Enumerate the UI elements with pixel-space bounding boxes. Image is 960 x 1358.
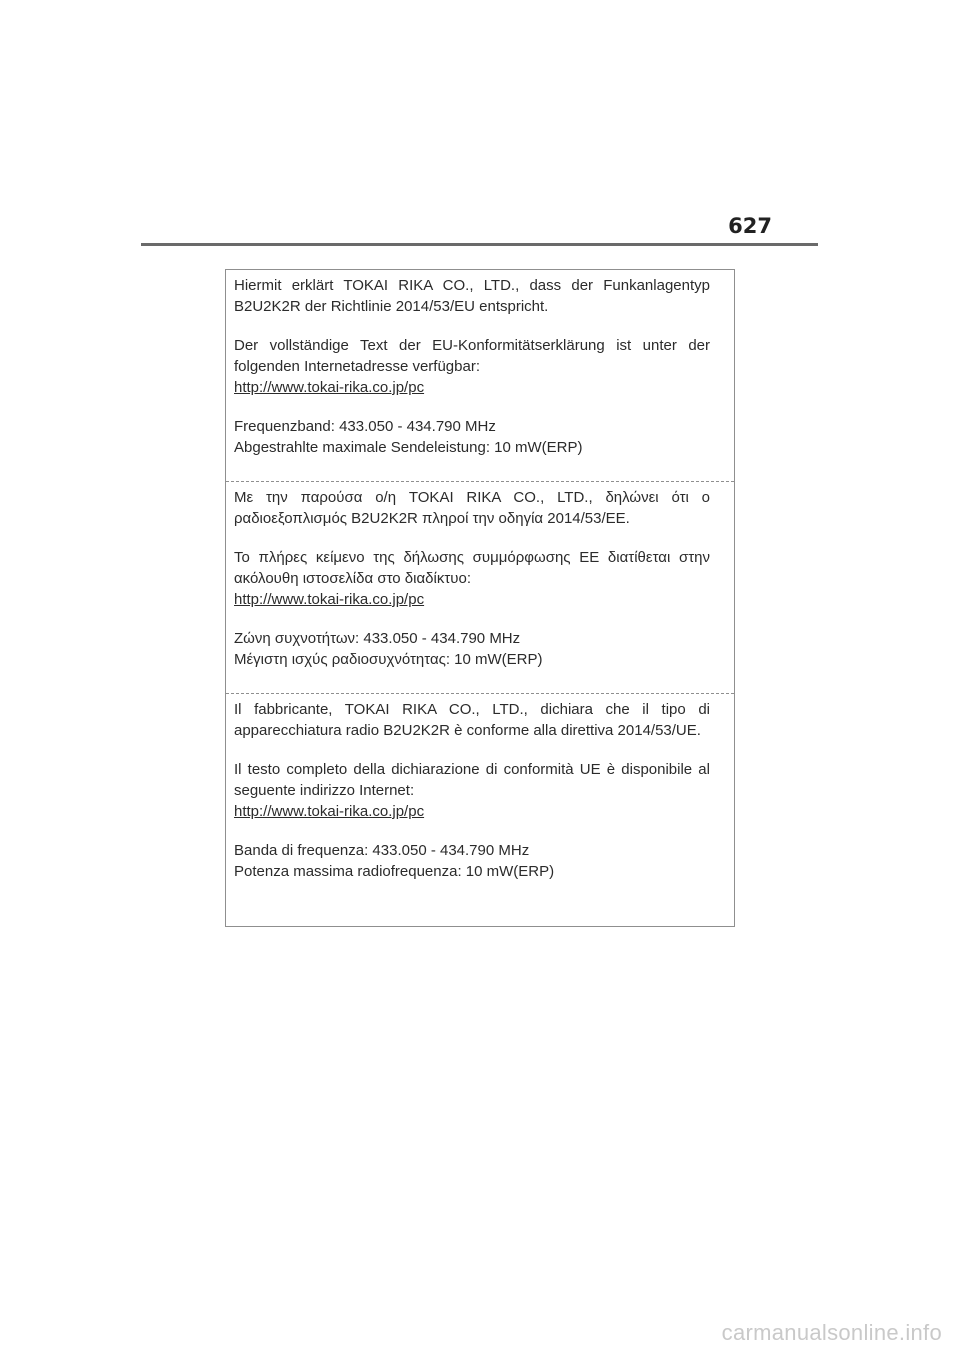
specs-paragraph	[234, 840, 710, 882]
frequency-band-text: Banda di frequenza: 433.050 - 434.790 MHz	[234, 842, 530, 859]
section-german	[226, 270, 734, 481]
availability-paragraph	[234, 335, 710, 398]
max-power-text: Abgestrahlte maximale Sendeleistung: 10 mW(ERP)	[234, 439, 583, 456]
section-italian	[226, 693, 734, 926]
specs-paragraph	[234, 628, 710, 670]
frequency-band-text: Ζώνη συχνοτήτων: 433.050 - 434.790 MHz	[234, 630, 521, 647]
declaration-url-link[interactable]: http://www.tokai-rika.co.jp/pc	[234, 379, 425, 396]
availability-text: Der vollständige Text der EU-Konformitätserklärung ist unter der folgenden Internetadresse verfügbar:	[234, 337, 710, 375]
availability-paragraph	[234, 547, 710, 610]
header-rule	[141, 243, 818, 246]
declaration-url-link[interactable]: http://www.tokai-rika.co.jp/pc	[234, 803, 425, 820]
availability-text: Il testo completo della dichiarazione di conformità UE è disponibile al seguente indirizzo Internet:	[234, 761, 710, 799]
section-greek	[226, 481, 734, 694]
watermark-text: carmanualsonline.info	[721, 1320, 942, 1345]
declaration-paragraph: Il fabbricante, TOKAI RIKA CO., LTD., dichiara che il tipo di apparecchiatura radio B2U2K2R è conforme alla direttiva 2014/53/UE.	[234, 701, 710, 739]
frequency-band-text: Frequenzband: 433.050 - 434.790 MHz	[234, 418, 496, 435]
declaration-url-link[interactable]: http://www.tokai-rika.co.jp/pc	[234, 591, 425, 608]
availability-paragraph	[234, 759, 710, 822]
availability-text: Το πλήρες κείμενο της δήλωσης συμμόρφωσης ΕΕ διατίθεται στην ακόλουθη ιστοσελίδα στο διαδίκτυο:	[234, 549, 710, 587]
conformity-notice-box	[225, 269, 735, 927]
page-number: 627	[728, 214, 772, 238]
declaration-paragraph: Hiermit erklärt TOKAI RIKA CO., LTD., dass der Funkanlagentyp B2U2K2R der Richtlinie 2014/53/EU entspricht.	[234, 277, 710, 315]
max-power-text: Potenza massima radiofrequenza: 10 mW(ERP)	[234, 863, 555, 880]
specs-paragraph	[234, 416, 710, 458]
max-power-text: Μέγιστη ισχύς ραδιοσυχνότητας: 10 mW(ERP)	[234, 651, 543, 668]
declaration-paragraph: Με την παρούσα ο/η TOKAI RIKA CO., LTD., δηλώνει ότι ο ραδιοεξοπλισμός B2U2K2R πληροί την οδηγία 2014/53/ΕΕ.	[234, 489, 710, 527]
